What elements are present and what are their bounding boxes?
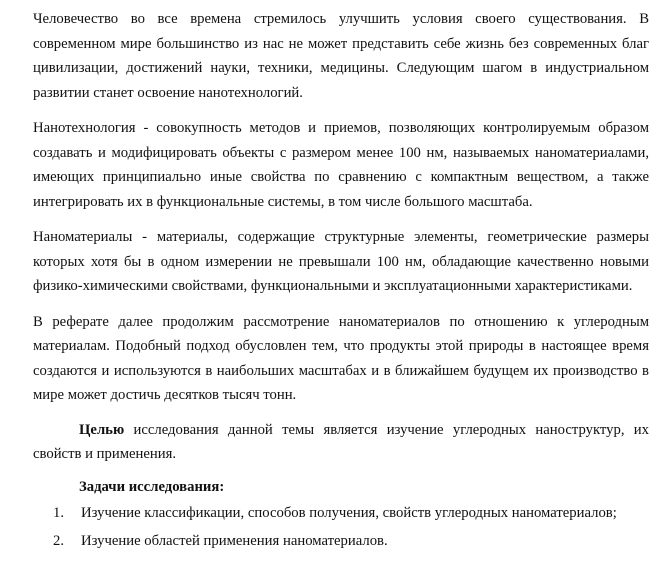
task-text: Изучение классификации, способов получения, свойств углеродных наноматериалов; — [81, 505, 617, 521]
task-number: 2. — [53, 532, 65, 549]
paragraph-abstract-scope: В реферате далее продолжим рассмотрение наноматериалов по отношению к углеродным материалам. Подобный подход обусловлен тем, что продукты этой природы в настоящее время создаются и используются в наибольших масштабах и в ближайшем будущем их производство в мире может достичь десятков тысяч тонн. — [33, 313, 649, 403]
paragraph-research-goal — [33, 418, 649, 467]
paragraph-nanotechnology-definition: Нанотехнология - совокупность методов и приемов, позволяющих контролируемым образом создавать и модифицировать объекты с размером менее 100 нм, называемых наноматериалами, имеющих принципиально иные свойства по сравнению с компактным веществом, а также интегрировать их в функциональные системы, в том числе большого масштаба. — [33, 120, 649, 210]
paragraph-intro: Человечество во все времена стремилось улучшить условия своего существования. В современном мире большинство из нас не может представить себе жизнь без современных благ цивилизации, достижений науки, техники, медицины. Следующим шагом в индустриальном развитии станет освоение нанотехнологий. — [33, 11, 649, 101]
tasks-list — [33, 501, 649, 553]
goal-text: исследования данной темы является изучение углеродных наноструктур, их свойств и применения. — [33, 421, 649, 462]
tasks-heading: Задачи исследования: — [79, 478, 225, 495]
paragraph-nanomaterials-definition: Наноматериалы - материалы, содержащие структурные элементы, геометрические размеры которых хотя бы в одном измерении не превышали 100 нм, обладающие качественно новыми физико-химическими свойствами, функциональными и эксплуатационными характеристиками. — [33, 229, 649, 294]
task-item — [33, 501, 649, 526]
goal-label: Целью — [79, 421, 125, 438]
task-number: 1. — [53, 505, 65, 521]
task-item — [33, 529, 649, 554]
task-text: Изучение областей применения наноматериалов. — [81, 532, 388, 549]
